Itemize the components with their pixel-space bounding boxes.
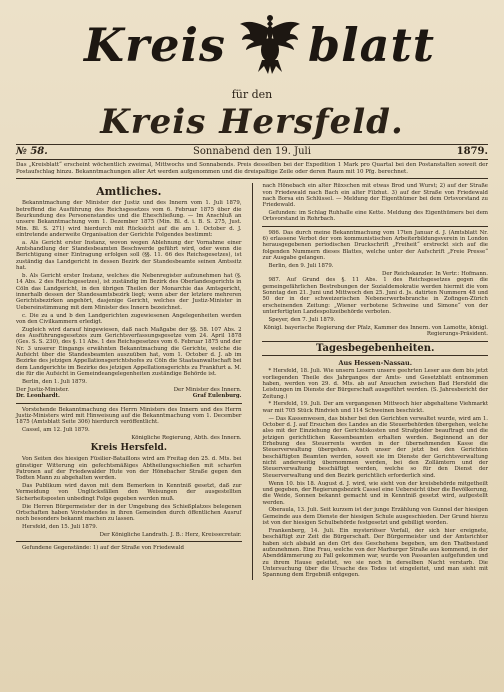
- issue-number: № 58.: [16, 146, 48, 157]
- article-paragraph: 987. Auf Grund des §. 11 Abs. 1 des Reichsgesetzes gegen die gemeingefährlichen Bestrebungen der Sozialdemokratie werden hiermit die vom Sonntag den 21. Juni und Mittwoch den 25. Juni d. Js. datirten Nummern 48 und 50 der in der schweizerischen Nebenerwerbsbranche in Zofingen-Zürich erscheinenden Zeitung: „Wiener verbotene Schweine und Simone“ von der unterfertigten Landespolizeibehörde verboten.: [262, 277, 488, 315]
- article-paragraph: c. Die zu a und b den Landgerichten zugewiesenen Angelegenheiten werden von den Civilkammern erledigt.: [16, 312, 242, 325]
- region-title: Kreis Hersfeld.: [100, 102, 404, 142]
- eagle-emblem-icon: [238, 14, 302, 76]
- signature-name-row: [16, 393, 242, 399]
- signature: Der Königliche Landrath. J. B.: Herz, Kreissecretair.: [99, 532, 242, 538]
- article-paragraph: Gefundene Gegenstände: 1) auf der Straße von Friedewald: [22, 545, 184, 552]
- subtitle-fuer: für den: [231, 88, 273, 101]
- divider: [16, 403, 242, 404]
- article-paragraph: b. Als Gericht erster Instanz, welches die Nebenregister aufzunehmen hat (§. 14 Abs. 2 des Reichsgesetzes), ist zuständig im Bezirk des Oberlandesgerichts in Cöln das Landgericht, in den übrigen Theilen der Monarchie das Amtsgericht, innerhalb dessen der Standesamtsbezirk liegt; wenn aber der letztere mehreren Gerichtsbezirken angehört, dasjenige Gericht, welches der Justiz-Minister in Uebereinstimmung mit dem Minister des Innern bezeichnet.: [16, 272, 242, 311]
- subscription-notice: Das „Kreisblatt“ erscheint wöchentlich zweimal, Mittwochs und Sonnabends. Preis desselben bei der Expedition 1 Mark pro Quartal bei den Postanstalten soweit der Postaufschlag hinzu. Bekanntmachungen aller Art werden aufgenommen und die dreispaltige Zeile oder deren Raum mit 10 Pfg. berechnet.: [16, 162, 488, 179]
- masthead: [16, 6, 488, 156]
- article-paragraph: Cassel, am 12. Juli 1879.: [22, 427, 90, 434]
- article-paragraph: Berlin, den 1. Juli 1879.: [22, 378, 87, 385]
- article-paragraph: Bekanntmachung der Minister der Justiz und des Innern vom 1. Juli 1879, betreffend die Ausführung des Reichsgesetzes vom 6. Februar 1875 über die Beurkundung des Personenstandes und die Eheschließung. — Im Anschluß an unsere Bekanntmachung vom 1. Dezember 1875 (Min. Bl. d. i. B. S. 275, Just. Min. Bl. S. 271) wird hierdurch mit Rücksicht auf die am 1. October d. J. eintretende anderweite Organisation der Gerichte Folgendes bestimmt:: [16, 200, 242, 238]
- article-paragraph: Das Publikum wird davon mit dem Bemerken in Kenntniß gesetzt, daß zur Vermeidung von Unglücksfällen den Weisungen der ausgestellten Sicherheitsposten unbedingt Folge gegeben werden muß.: [16, 483, 242, 502]
- article-paragraph: a. Als Gericht erster Instanz, wovon wegen Ablehnung der Vornahme einer Amtshandlung der Standesbeamten Beschwerde geführt wird, oder wenn die Berichtigung einer Eintragung erfolgen soll (§§. 11. 66 des Reichsgesetzes), ist zuständig das Landgericht in dessen Bezirk der Standesbeamte seinen Amtssitz hat.: [16, 239, 242, 272]
- title-left: Kreis: [84, 18, 226, 72]
- article-columns: [16, 183, 488, 580]
- issue-date: Sonnabend den 19. Juli: [193, 146, 311, 157]
- signature: Der Reichskanzler. In Vertr.: Hofmann.: [382, 270, 488, 277]
- issue-year: 1879.: [456, 146, 488, 157]
- right-column: [262, 183, 488, 580]
- article-paragraph: Frankenberg, 14. Juli. Ein mysteriöser Vorfall, der sich hier ereignete, beschäftigt zur Zeit die Bürgerschaft. Der Bürgermeister und der Amtsrichter haben sich alsbald an den Ort des Geschehens begeben, um den Thatbestand aufzunehmen. Eine Frau, welche von der Marburger Straße aus kommend, in der Abenddämmerung zu Fall gekommen war, wurde von Passanten aufgefunden und zu ihrem Hause geleitet, wo sie noch in derselben Nacht verstarb. Die Untersuchung über die Ursache des Todes ist eingeleitet, und man sieht mit Spannung dem Ergebniß entgegen.: [262, 528, 488, 579]
- article-paragraph: Oberaula, 13. Juli. Seit kurzem ist der junge Erzählung von Gunnel der hiesigen Gemeinde aus dem Dienste der hiesigen Schule ausgeschieden. Der Grund hierzu ist von der hiesigen Schulbehörde festgesetzt und gebilligt worden.: [262, 507, 488, 527]
- divider: [16, 541, 242, 542]
- article-paragraph: * Hersfeld, 19. Juli. Der am vergangenen Mittwoch hier abgehaltene Viehmarkt war mit 705 Stück Rindvieh und 114 Schweinen beschickt.: [262, 401, 488, 414]
- divider: [262, 226, 488, 227]
- article-paragraph: Wenn 10. bis 18. August d. J. wird, wie sieht von der kreisbehörde mitgetheilt und gegeben, der Regierungsbezirk Cassel eine Uebersicht über die Bevölkerung, die Weide, Sonnen bekannt gemacht und in Kenntniß gesetzt wird, aufgestellt werden.: [262, 480, 488, 506]
- left-column: [16, 183, 242, 580]
- signature-name-left: Dr. Leonhardt.: [16, 393, 60, 400]
- title-right: blatt: [308, 18, 435, 72]
- article-paragraph: * Hersfeld, 18. Juli. Wie unsern Lesern unsere geehrten Leser aus dem bis jetzt vorliegenden Theile des Jahrganges der Amts- und Gesetzblatt entnommen haben, werden von 29. d. Mts. ab auf Ansuchen zwischen Bad Hersfeld die Leistungen im Dienste der Bürgerschaft ausgeführt werden. (S. Jahresbericht der Zeitung.): [262, 368, 488, 400]
- article-paragraph: Die Herren Bürgermeister der in der Umgebung des Schießplatzes belegenen Ortschaften haben Vorstehendes in ihren Gemeinden durch öffentlichen Ausruf noch besonders bekannt machen zu lassen.: [16, 503, 242, 523]
- section-heading-kreis: Kreis Hersfeld.: [90, 443, 167, 454]
- sub-heading-hessen-nassau: Aus Hessen-Nassau.: [338, 359, 412, 368]
- article-paragraph: Von Seiten des hiesigen Füsilier-Bataillons wird am Freitag den 25. d. Mts. bei günstiger Witterung ein gefechtsmäßiges Abtheilungsschießen mit scharfen Patronen auf der Friedewalder Hute von der Hönebacher Straße gegen den Todten Mann zu abgehalten werden.: [16, 456, 242, 482]
- article-paragraph: — Das Kassenwesen, das bisher bei den Gerichten verwaltet wurde, wird am 1. October d. J. auf Ersuchen des Landes an die Steuerbehörden übergehen, welche also mit der Einziehung der Gerichtskosten und Strafgelder beauftragt und die jetzigen gerichtlichen Kassenbeamten erhalten werden. Beginnend an der Erhebung des Steuerrents werden in der übernehmenden Kasse die Steuerverwaltung übergehen. Auch unser der jetzt bei den Gerichten beschäftigten Beamten werden, soweit sie im Dienste der Gerichtsverwaltung nicht anderweitig übernommen werden, bei den Zollämtern und der Steuerverwaltung beschäftigt werden, welche so für den Dienst der Steuerverwaltung und den Bezirk gerichtlich erforderlich sind.: [262, 415, 488, 479]
- article-paragraph: nach Hönebach ein alter Rüxschen mit etwas Brod und Wurst; 2) auf der Straße von Friedewald nach Bach ein alter Filzhut. 3) auf der Straße von Friedewald nach Borsa ein Schlüssel. — Meldung der Eigenthümer bei dem Ortsvorstand zu Friedewald.: [262, 183, 488, 209]
- article-paragraph: Speyer, den 7. Juli 1879.: [268, 316, 336, 323]
- signature-right: Der Minister des Innern.: [173, 386, 242, 393]
- column-divider: [252, 183, 253, 580]
- signature: Königl. bayerische Regierung der Pfalz, Kammer des Innern. von Lamotte, königl. Regierungs-Präsident.: [263, 324, 488, 337]
- article-paragraph: Gefunden: im Schlag Ruhhalle eine Kette. Meldung des Eigenthümers bei dem Ortsvorstand in Rohrbach.: [262, 210, 488, 223]
- article-paragraph: Berlin, den 9. Juli 1879.: [268, 262, 334, 269]
- article-paragraph: Hersfeld, den 15. Juli 1879.: [22, 524, 98, 531]
- article-paragraph: Vorstehende Bekanntmachung des Herrn Ministers des Innern und des Herrn Justiz-Ministers wird mit Hinweisung auf die Bekanntmachung vom 1. December 1875 (Amtsblatt Seite 306) hierdurch veröffentlicht.: [16, 406, 242, 426]
- dateline: [16, 144, 488, 160]
- article-paragraph: 986. Das durch meine Bekanntmachung vom 17ten Januar d. J. (Amtsblatt Nr. 6) erlassene Verbot der vom kommunistischen Arbeiterbildungsverein in London herausgegebenen periodischen Druckschrift „Freiheit“ erstreckt sich auf die folgenden Nummern dieses Blattes, welche unter der Aufschrift „Freie Presse“ zur Ausgabe gelangen.: [262, 229, 488, 262]
- signature-left: Der Justiz-Minister.: [16, 386, 70, 393]
- section-heading-tagesbegebenheiten: Tagesbegebenheiten.: [262, 341, 488, 356]
- section-heading-amtliches: Amtliches.: [96, 185, 162, 199]
- signature-name-right: Graf Eulenburg.: [192, 393, 242, 400]
- article-paragraph: Zugleich wird darauf hingewiesen, daß nach Maßgabe der §§. 58. 107 Abs. 2 des Ausführungsgesetzes zum Gerichtsverfassungsgesetze vom 24. April 1878 (Ges. S. S. 230), des §. 11 Abs. 1 des Reichsgesetzes vom 6. Februar 1875 und der Nr. 3 unserer Eingangs erwähnten Bekanntmachung die Gerichte, welche die Aufsicht über die Standesbeamten auszuüben hat, vom 1. October d. J. ab im Bezirke des jetzigen Appellationsgerichtshofes zu Cöln die Staatsanwaltschaft bei dem Landgerichte im Bezirke des jetzigen Appellationsgerichts zu Frankfurt a. M. die für die Aufsicht in Gemeindeangelegenheiten zuständige Behörde ist.: [16, 326, 242, 378]
- signature: Königliche Regierung, Abth. des Innern.: [131, 434, 242, 441]
